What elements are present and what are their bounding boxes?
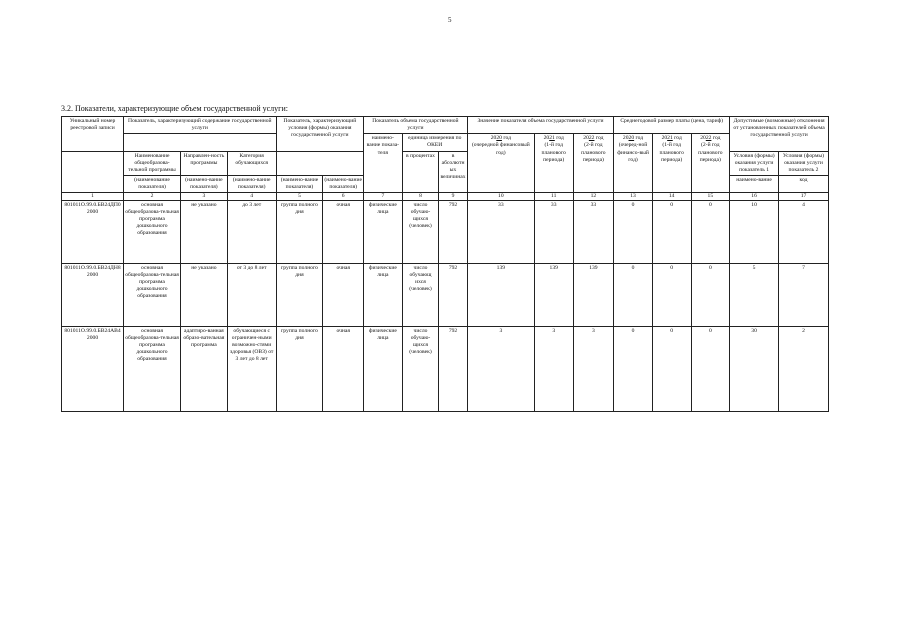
row-value-year-1: 139 [467,263,534,326]
section-title: 3.2. Показатели, характеризующие объем государственной услуги: [61,104,288,113]
row-category: обучающиеся с ограничен-ными возможно-стями здоровья (ОВЗ) от 3 лет до 8 лет [227,326,276,411]
row-program: основная общеобразова-тельная программа дошкольного образования [124,200,181,263]
header-sub-condition-2: Условия (формы) оказания услуги показатель 2 [778,151,828,175]
header-unique-number: Уникальный номер реестровой записи [62,117,124,152]
header-row-2 [62,134,829,151]
row-value-year-3: 33 [573,200,614,263]
column-number: 1 [62,193,124,200]
column-number: 11 [534,193,573,200]
column-number: 6 [323,193,364,200]
table-row [62,263,829,326]
row-unit-name: число обучающ ихся (человек) [402,263,439,326]
row-category: от 3 до 8 лет [227,263,276,326]
header-sub-condition-1-name: (наимено-вание показателя) [276,176,323,193]
row-deviation-percent: 30 [730,326,779,411]
row-value-year-2: 3 [534,326,573,411]
row-condition-2: очная [323,326,364,411]
row-value-year-3: 3 [573,326,614,411]
header-sub-condition-1: Условия (формы) оказания услуги показатель 1 [730,151,779,175]
column-number: 15 [691,193,730,200]
row-program: основная общеобразова-тельная программа дошкольного образования [124,326,181,411]
row-deviation-percent: 5 [730,263,779,326]
row-code: 801011О.99.0.БВ24АВ42000 [62,326,124,411]
row-deviation-percent: 10 [730,200,779,263]
header-volume-value: Значение показателя объема государственной услуги [467,117,613,134]
row-value-year-3: 139 [573,263,614,326]
row-indicator: физические лица [364,263,403,326]
row-price-year-2: 0 [652,326,691,411]
column-number: 12 [573,193,614,200]
row-condition-2: очная [323,263,364,326]
header-indicator-name: наимено-вание показа-теля [364,134,403,193]
column-number: 7 [364,193,403,200]
header-unit: единица измерения по ОКЕИ [402,134,467,151]
header-conditions-indicator: Показатель, характеризующий условия (формы) оказания государственной услуги [276,117,363,152]
header-sub-program-name: (наименование показателя) [124,176,181,193]
column-number: 8 [402,193,439,200]
header-row-1 [62,117,829,134]
row-unit-code: 792 [439,326,468,411]
row-condition-1: группа полного дня [276,200,323,263]
header-sub-category: Категория обучающихся [227,151,276,175]
header-sub-orientation-name: (наимено-вание показателя) [180,176,227,193]
row-price-year-1: 0 [614,326,653,411]
header-year-1: 2020 год (очередной финансовый год) [467,134,534,193]
header-avg-payment: Среднегодовой размер платы (цена, тариф) [614,117,730,134]
row-deviation-absolute: 2 [778,326,828,411]
row-condition-1: группа полного дня [276,263,323,326]
header-content-indicator: Показатель, характеризующий содержание государственной услуги [124,117,277,134]
header-price-year-1: 2020 год (очеред-ной финансо-вый год) [614,134,653,193]
header-in-percent: в процентах [402,151,439,193]
table-row [62,326,829,411]
header-content-subgroup [124,134,277,151]
column-number: 17 [778,193,828,200]
column-number: 9 [439,193,468,200]
header-in-absolute: в абсолютных величинах [439,151,468,193]
header-price-year-2: 2021 год (1-й год планового периода) [652,134,691,193]
header-unit-blank [276,151,363,175]
header-year-3: 2022 год (2-й год планового периода) [573,134,614,193]
header-deviations: Допустимые (возможные) отклонения от установленных показателей объема государственной услуги [730,117,829,152]
column-number: 2 [124,193,181,200]
row-value-year-1: 3 [467,326,534,411]
column-number: 4 [227,193,276,200]
row-value-year-2: 33 [534,200,573,263]
header-price-year-3: 2022 год (2-й год планового периода) [691,134,730,193]
column-number: 16 [730,193,779,200]
header-unit-code: код [778,176,828,193]
table-row [62,200,829,263]
column-number: 10 [467,193,534,200]
row-unit-name: число обучаю-щихся (человек) [402,326,439,411]
page-number: 5 [448,16,452,24]
column-number: 13 [614,193,653,200]
row-indicator: физические лица [364,200,403,263]
row-price-year-2: 0 [652,263,691,326]
row-value-year-1: 33 [467,200,534,263]
row-code: 801011О.99.0.БВ24ДН82000 [62,263,124,326]
row-price-year-3: 0 [691,200,730,263]
header-sub-orientation: Направлен-ность программы [180,151,227,175]
header-blank [62,151,124,193]
row-price-year-1: 0 [614,200,653,263]
column-number: 3 [180,193,227,200]
row-unit-name: число обучаю-щихся (человек) [402,200,439,263]
row-price-year-3: 0 [691,326,730,411]
row-unit-code: 792 [439,263,468,326]
header-volume-indicator: Показатель объема государственной услуги [364,117,468,134]
row-category: до 3 лет [227,200,276,263]
row-condition-1: группа полного дня [276,326,323,411]
row-price-year-3: 0 [691,263,730,326]
column-numbers-row [62,193,829,200]
row-condition-2: очная [323,200,364,263]
header-unit-name: наимено-вание [730,176,779,193]
row-code: 801011О.99.0.БВ24ДП02000 [62,200,124,263]
row-unit-code: 792 [439,200,468,263]
row-deviation-absolute: 7 [778,263,828,326]
column-number: 5 [276,193,323,200]
row-price-year-2: 0 [652,200,691,263]
row-price-year-1: 0 [614,263,653,326]
volume-indicators-table [61,116,829,412]
row-deviation-absolute: 4 [778,200,828,263]
header-sub-category-name: (наимено-вание показателя) [227,176,276,193]
row-orientation: не указано [180,263,227,326]
header-year-2: 2021 год (1-й год планового периода) [534,134,573,193]
column-number: 14 [652,193,691,200]
row-program: основная общеобразова-тельная программа дошкольного образования [124,263,181,326]
header-sub-program: Наименование общеобразова-тельной программы [124,151,181,175]
row-indicator: физические лица [364,326,403,411]
row-orientation: не указано [180,200,227,263]
row-value-year-2: 139 [534,263,573,326]
header-sub-condition-2-name: (наимено-вание показателя) [323,176,364,193]
row-orientation: адаптиро-ванная образо-вательная программа [180,326,227,411]
